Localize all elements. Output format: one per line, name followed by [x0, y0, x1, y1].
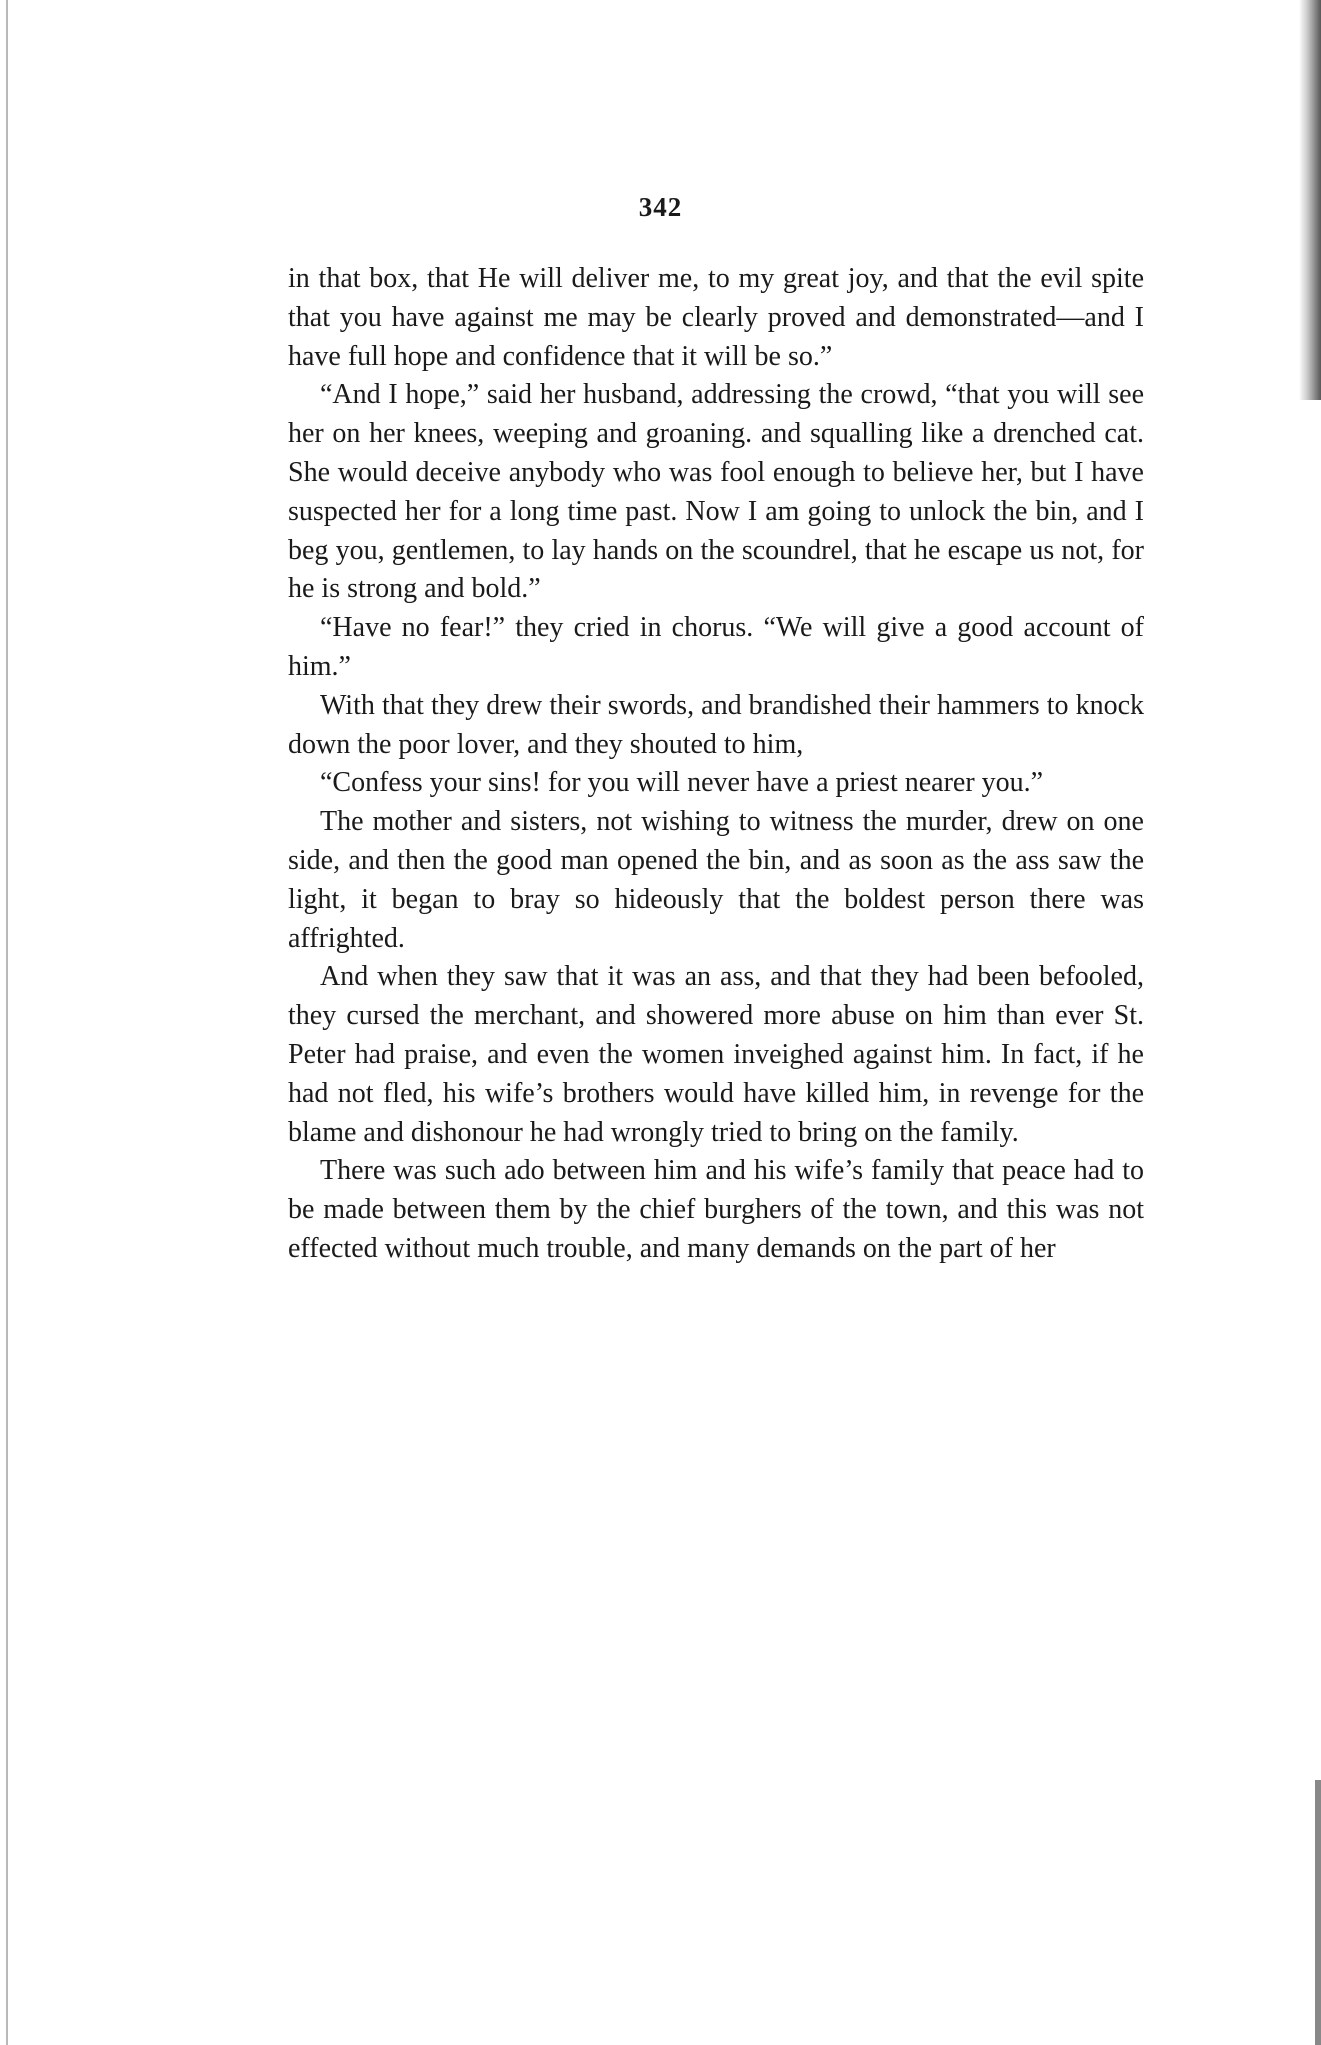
- page-edge-left: [6, 0, 8, 2045]
- page-edge-right: [1315, 1780, 1321, 2045]
- paragraph: “Confess your sins! for you will never have a priest nearer you.”: [320, 767, 1044, 799]
- page-number: 342: [638, 192, 683, 222]
- body-text: [288, 260, 1144, 1269]
- paragraph: And when they saw that it was an ass, and that they had been befooled, they cursed the merchant, and showered more abuse on him than ever St. Peter had praise, and even the women inveighed against him. In fact, if he had not fled, his wife’s brothers would have killed him, in revenge for the blame and dishonour he had wrongly tried to bring on the family.: [288, 961, 1144, 1148]
- paragraph: “Have no fear!” they cried in chorus. “We will give a good account of him.”: [288, 612, 1144, 682]
- paragraph: With that they drew their swords, and brandished their hammers to knock down the poor lover, and they shouted to him,: [288, 689, 1144, 760]
- paragraph: “And I hope,” said her husband, addressing the crowd, “that you will see her on her knees, weeping and groaning. and squalling like a drenched cat. She would deceive anybody who was fool enough to believe her, but I have suspected her for a long time past. Now I am going to unlock the bin, and I beg you, gentlemen, to lay hands on the scoundrel, that he escape us not, for he is strong and bold.”: [288, 379, 1144, 605]
- paragraph: in that box, that He will deliver me, to my great joy, and that the evil spite that you have against me may be clearly proved and demonstrated—and I have full hope and confidence that it will be so.”: [288, 263, 1144, 372]
- paragraph: The mother and sisters, not wishing to witness the murder, drew on one side, and then the good man opened the bin, and as soon as the ass saw the light, it began to bray so hideously that the boldest person there was affrighted.: [288, 806, 1144, 954]
- paragraph: There was such ado between him and his wife’s family that peace had to be made between them by the chief burghers of the town, and this was not effected without much trouble, and many demands on the part of her: [288, 1155, 1144, 1264]
